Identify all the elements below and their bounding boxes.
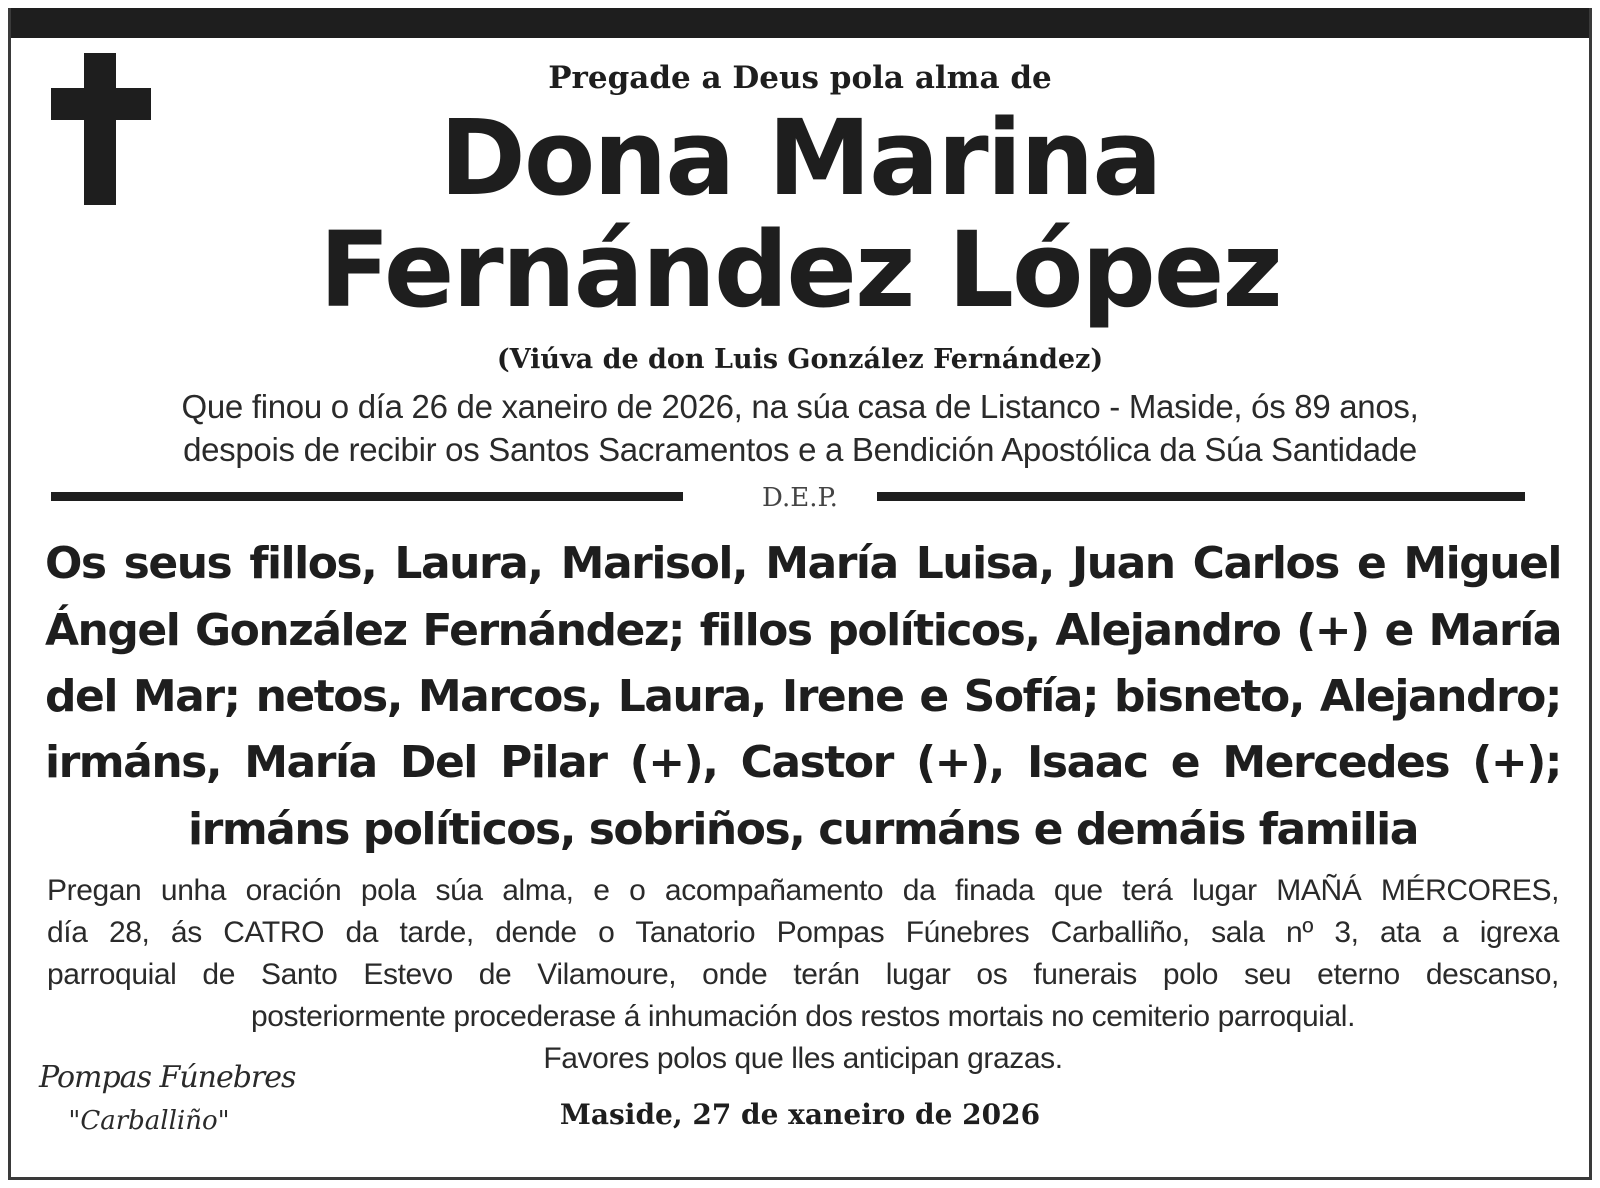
service-line: Favores polos que lles anticipan grazas. (543, 1042, 1063, 1075)
family-line: Ángel González Fernández; fillos políticos, Alejandro (+) e María (45, 605, 1561, 656)
top-black-bar (11, 8, 1589, 38)
service-line: parroquial de Santo Estevo de Vilamoure, onde terán lugar os funerais polo seu eterno descanso, (47, 958, 1559, 991)
family-line: Os seus fillos, Laura, Marisol, María Luisa, Juan Carlos e Miguel (45, 538, 1561, 589)
service-line: día 28, ás CATRO da tarde, dende o Tanatorio Pompas Fúnebres Carballiño, sala nº 3, ata a igrexa (47, 916, 1559, 949)
deceased-name-line2: Fernández López (319, 209, 1281, 331)
deceased-name-line1: Dona Marina (439, 97, 1161, 219)
separator-rule-right (877, 492, 1525, 501)
dep-label: D.E.P. (762, 483, 838, 513)
family-line: irmáns, María Del Pilar (+), Castor (+), Isaac e Mercedes (+); (45, 737, 1561, 788)
obituary-card (8, 8, 1592, 1180)
family-line: del Mar; netos, Marcos, Laura, Irene e Sofía; bisneto, Alejandro; (45, 671, 1561, 722)
service-line: posteriormente procederase á inhumación dos restos mortais no cemiterio parroquial. (250, 1000, 1356, 1033)
logo-line2: "Carballiño" (68, 1106, 230, 1136)
intro-text: Pregade a Deus pola alma de (548, 60, 1052, 96)
passing-details-line1: Que finou o día 26 de xaneiro de 2026, na súa casa de Listanco - Maside, ós 89 anos, (181, 388, 1419, 425)
dateline: Maside, 27 de xaneiro de 2026 (559, 1098, 1041, 1131)
passing-details-line2: despois de recibir os Santos Sacramentos e a Bendición Apostólica da Súa Santidade (183, 431, 1417, 468)
family-line: irmáns políticos, sobriños, curmáns e demáis familia (188, 804, 1418, 855)
widow-note: (Viúva de don Luis González Fernández) (496, 344, 1104, 375)
logo-line1: Pompas Fúnebres (39, 1060, 296, 1095)
service-line: Pregan unha oración pola súa alma, e o acompañamento da finada que terá lugar MAÑÁ MÉRCORES, (47, 874, 1559, 907)
